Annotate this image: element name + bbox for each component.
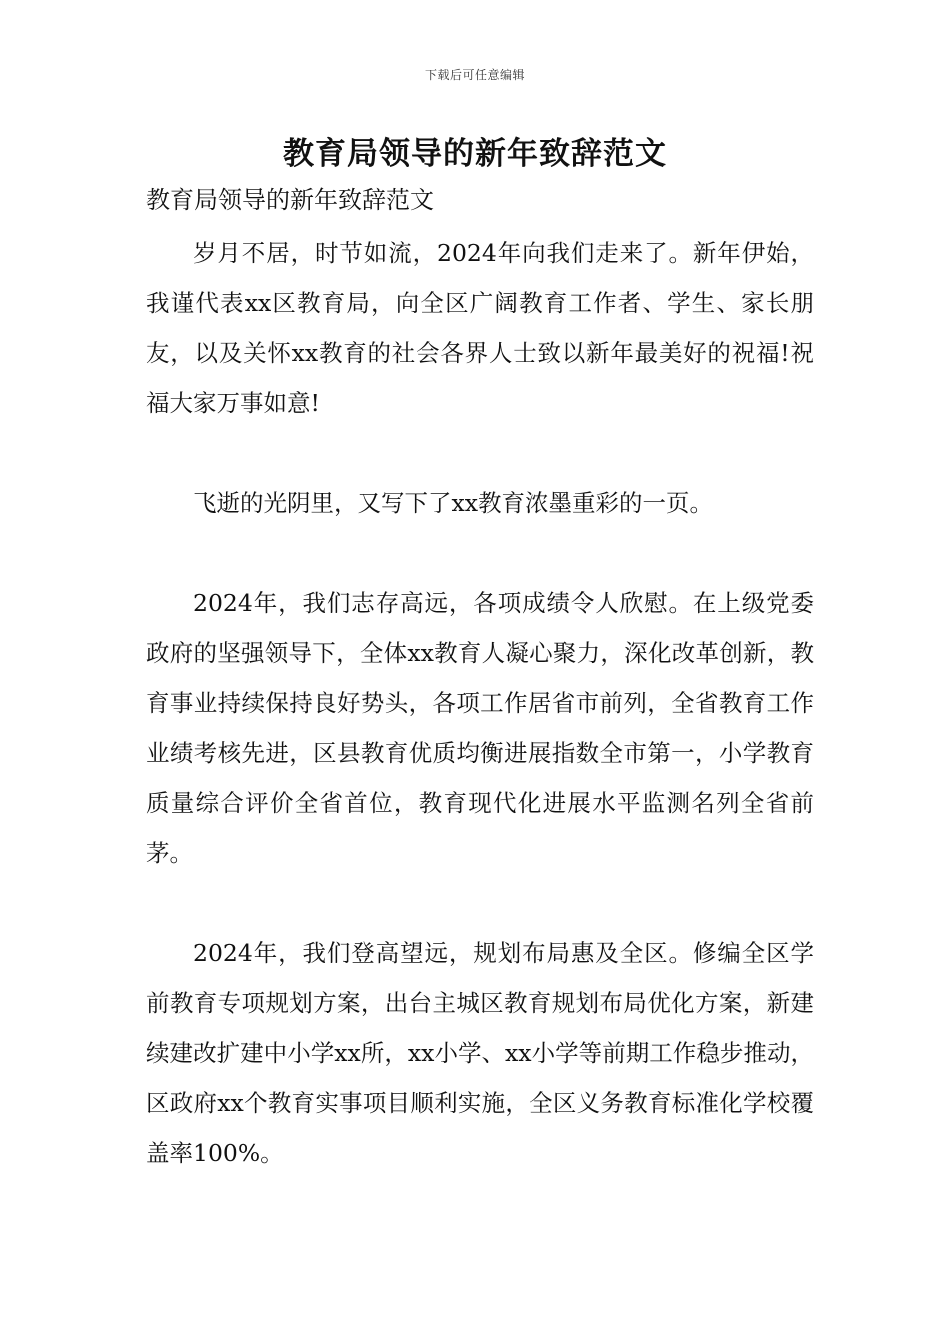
- paragraph-3: 2024年，我们志存高远，各项成绩令人欣慰。在上级党委政府的坚强领导下，全体xx教育人凝心聚力，深化改革创新，教育事业持续保持良好势头，各项工作居省市前列，全省教育工作业绩考核先进，区县教育优质均衡进展指数全市第一，小学教育质量综合评价全省首位，教育现代化进展水平监测名列全省前茅。: [146, 589, 814, 867]
- paragraph-2: 飞逝的光阴里，又写下了xx教育浓墨重彩的一页。: [193, 489, 714, 517]
- document-body: [146, 228, 814, 1228]
- document-subtitle: 教育局领导的新年致辞范文: [146, 186, 434, 214]
- header-note: 下载后可任意编辑: [424, 68, 525, 82]
- paragraph-1: 岁月不居，时节如流，2024年向我们走来了。新年伊始，我谨代表xx区教育局，向全区广阔教育工作者、学生、家长朋友，以及关怀xx教育的社会各界人士致以新年最美好的祝福!祝福大家万事如意!: [146, 239, 814, 417]
- document-title: 教育局领导的新年致辞范文: [283, 136, 667, 172]
- paragraph-4: 2024年，我们登高望远，规划布局惠及全区。修编全区学前教育专项规划方案，出台主城区教育规划布局优化方案，新建续建改扩建中小学xx所，xx小学、xx小学等前期工作稳步推动，区政府xx个教育实事项目顺利实施，全区义务教育标准化学校覆盖率100%。: [146, 939, 814, 1167]
